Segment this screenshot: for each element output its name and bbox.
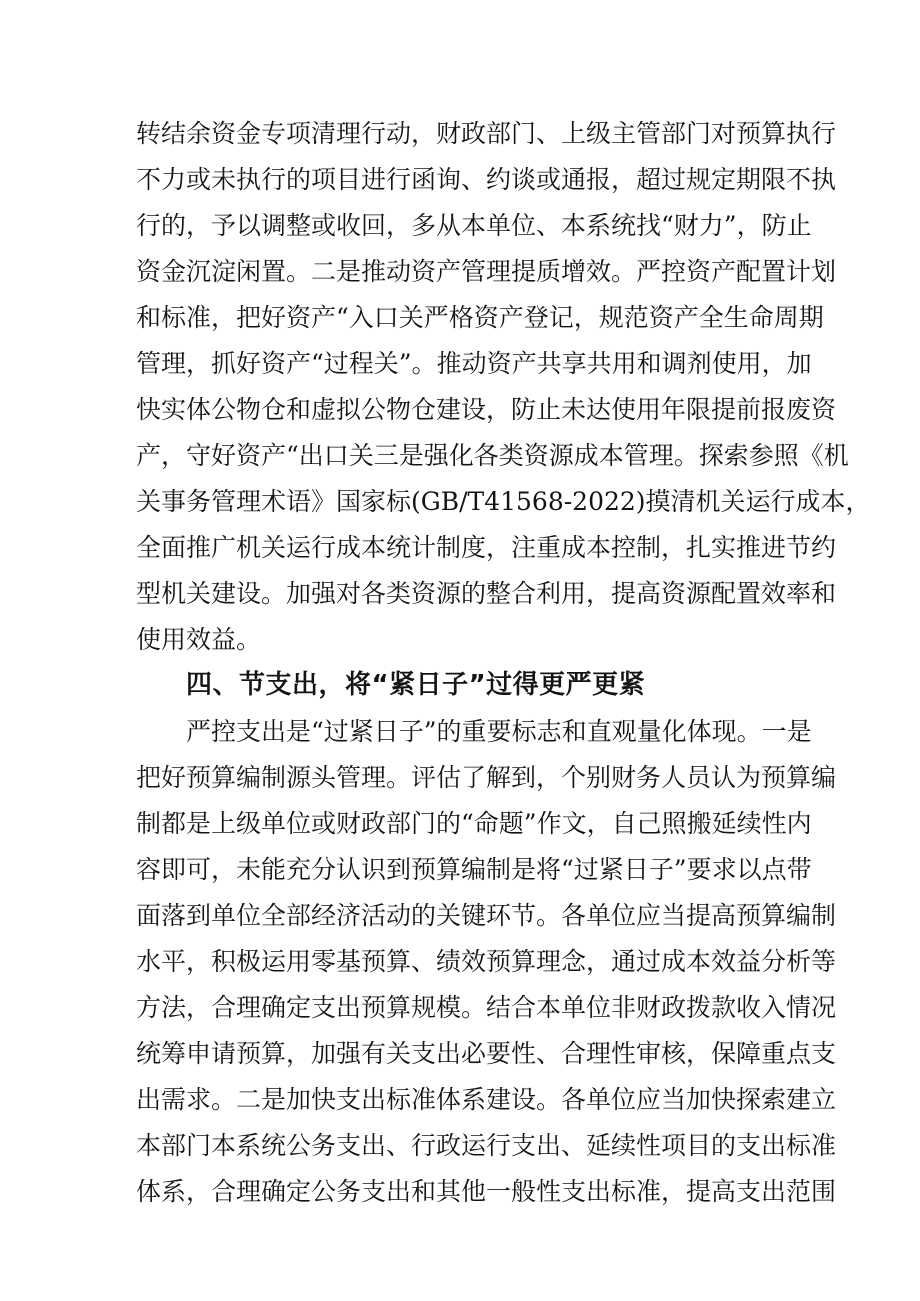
paragraph-1-line: 产，守好资产“出口关三是强化各类资源成本管理。探索参照《机	[136, 441, 849, 470]
section-4-line: 容即可，未能充分认识到预算编制是将“过紧日子”要求以点带	[136, 855, 812, 884]
section-4-line: 统筹申请预算，加强有关支出必要性、合理性审核，保障重点支	[136, 1039, 837, 1068]
section-4-line: 出需求。二是加快支出标准体系建设。各单位应当加快探索建立	[136, 1085, 837, 1114]
paragraph-1-line: 和标准，把好资产“入口关严格资产登记，规范资产全生命周期	[136, 303, 824, 332]
paragraph-1-line: 资金沉淀闲置。二是推动资产管理提质增效。严控资产配置计划	[136, 257, 837, 286]
section-4-line: 方法，合理确定支出预算规模。结合本单位非财政拨款收入情况	[136, 993, 837, 1022]
paragraph-1-line: 使用效益。	[136, 625, 262, 654]
section-4-line: 把好预算编制源头管理。评估了解到，个别财务人员认为预算编	[136, 763, 837, 792]
paragraph-1-line: 管理，抓好资产“过程关”。推动资产共享共用和调剂使用，加	[136, 349, 812, 378]
section-4-line: 制都是上级单位或财政部门的“命题”作文，自己照搬延续性内	[136, 809, 812, 838]
section-4-line: 水平，积极运用零基预算、绩效预算理念，通过成本效益分析等	[136, 947, 837, 976]
section-4-line: 严控支出是“过紧日子”的重要标志和直观量化体现。一是	[186, 717, 812, 746]
paragraph-1-line: 转结余资金专项清理行动，财政部门、上级主管部门对预算执行	[136, 119, 837, 148]
section-4-line: 面落到单位全部经济活动的关键环节。各单位应当提高预算编制	[136, 901, 837, 930]
section-4-line: 体系，合理确定公务支出和其他一般性支出标准，提高支出范围	[136, 1177, 837, 1206]
section-4-line: 本部门本系统公务支出、行政运行支出、延续性项目的支出标准	[136, 1131, 837, 1160]
paragraph-1-line: 型机关建设。加强对各类资源的整合利用，提高资源配置效率和	[136, 579, 837, 608]
paragraph-1-line: 关事务管理术语》国家标(GB/T41568-2022)摸清机关运行成本，	[136, 487, 871, 516]
paragraph-1-line: 不力或未执行的项目进行函询、约谈或通报，超过规定期限不执	[136, 165, 837, 194]
paragraph-1-line: 全面推广机关运行成本统计制度，注重成本控制，扎实推进节约	[136, 533, 837, 562]
paragraph-1-line: 行的，予以调整或收回，多从本单位、本系统找“财力”，防止	[136, 211, 812, 240]
paragraph-1-line: 快实体公物仓和虚拟公物仓建设，防止未达使用年限提前报废资	[136, 395, 837, 424]
section-heading: 四、节支出，将“紧日子”过得更严更紧	[186, 670, 646, 700]
